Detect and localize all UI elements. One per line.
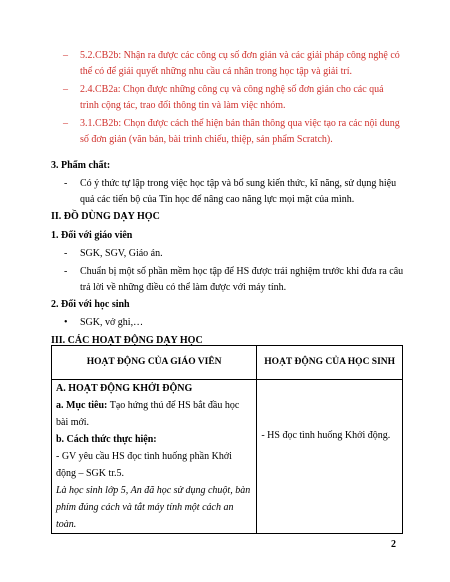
- competency-list: [63, 48, 403, 150]
- list-item: – 2.4.CB2a: Chọn được những công cụ và công nghệ số đơn giản cho các quá trình cộng tác, trao đổi thông tin và làm việc nhóm.: [63, 84, 384, 111]
- situation-text: Là học sinh lớp 5, An đã học sử dụng chuột, bàn phím đúng cách và tắt máy tính một cách an toàn.: [56, 485, 251, 530]
- section-heading-activities: III. CÁC HOẠT ĐỘNG DẠY HỌC: [51, 335, 203, 346]
- list-item: – 3.1.CB2b: Chọn được cách thể hiện bản thân thông qua việc tạo ra các nội dung số đơn giản (văn bản, bài trình chiếu, thiệp, sản phẩm Scratch).: [63, 118, 400, 145]
- list-item: - SGK, SGV, Giáo án.: [64, 248, 163, 259]
- table-header-student: HOẠT ĐỘNG CỦA HỌC SINH: [257, 346, 403, 380]
- list-item: - Chuẩn bị một số phần mềm học tập để HS được trải nghiệm trước khi đưa ra câu trả lời về những điều có thể làm được với máy tính.: [64, 266, 404, 293]
- table-header-row: [52, 346, 403, 380]
- teacher-heading: 1. Đối với giáo viên: [51, 230, 133, 241]
- activity-title: A. HOẠT ĐỘNG KHỞI ĐỘNG: [56, 383, 193, 394]
- table-header-teacher: HOẠT ĐỘNG CỦA GIÁO VIÊN: [52, 346, 257, 380]
- method-text: - GV yêu cầu HS đọc tình huống phần Khởi động – SGK tr.5.: [56, 451, 232, 479]
- section-heading-materials: II. ĐỒ DÙNG DẠY HỌC: [51, 211, 160, 222]
- student-activity-cell: [257, 380, 403, 534]
- student-activity-text: - HS đọc tình huống Khởi động.: [261, 430, 391, 441]
- list-item: – 5.2.CB2b: Nhận ra được các công cụ số đơn giản và các giải pháp công nghệ có thể có để giải quyết những nhu cầu cá nhân trong học tập và giải trí.: [63, 50, 400, 77]
- list-item: - Có ý thức tự lập trong việc học tập và bổ sung kiến thức, kĩ năng, sử dụng hiệu quả các tiến bộ của Tin học để nâng cao năng lực mọi mặt của mình.: [64, 178, 397, 205]
- aim-paragraph: a. Mục tiêu: Tạo hứng thú để HS bắt đầu học bài mới.: [56, 400, 240, 428]
- activities-table: [51, 345, 403, 534]
- qualities-heading: 3. Phẩm chất:: [51, 160, 111, 171]
- student-heading: 2. Đối với học sinh: [51, 299, 130, 310]
- teacher-activity-cell: [52, 380, 257, 534]
- list-item: • SGK, vở ghi,…: [64, 317, 144, 328]
- method-label: b. Cách thức thực hiện:: [56, 434, 157, 445]
- page-number: 2: [391, 539, 396, 550]
- table-row: [52, 380, 403, 534]
